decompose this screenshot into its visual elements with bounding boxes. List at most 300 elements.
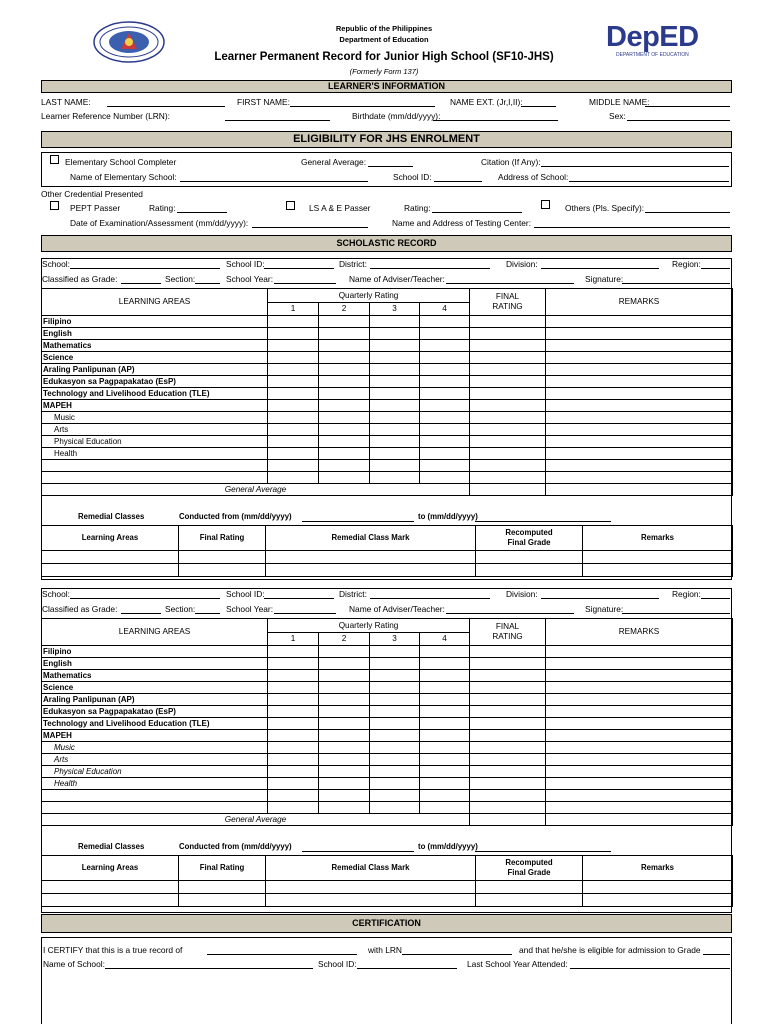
remedial-cell[interactable] — [476, 881, 583, 894]
grade-cell[interactable] — [268, 718, 319, 730]
grade-cell[interactable] — [470, 694, 546, 706]
grade-cell[interactable] — [420, 682, 470, 694]
grade-cell[interactable] — [319, 646, 370, 658]
table-row — [42, 424, 733, 436]
region-input-1[interactable] — [701, 268, 730, 269]
grade-cell[interactable] — [370, 412, 420, 424]
grade-cell[interactable] — [420, 388, 470, 400]
lsae-rating-label: Rating: — [404, 203, 431, 213]
grade-cell[interactable] — [268, 376, 319, 388]
grade-cell[interactable] — [268, 364, 319, 376]
elem-school-input[interactable] — [180, 181, 368, 182]
grade-cell[interactable] — [546, 706, 733, 718]
cert-last-sy-input[interactable] — [570, 968, 730, 969]
birthdate-label: Birthdate (mm/dd/yyyy): — [352, 111, 441, 121]
grade-cell[interactable] — [470, 448, 546, 460]
grade-cell[interactable] — [470, 424, 546, 436]
grade-cell[interactable] — [370, 730, 420, 742]
grade-cell[interactable] — [268, 778, 319, 790]
remedial-cell[interactable] — [179, 881, 266, 894]
remedial-cell[interactable] — [266, 881, 476, 894]
school-input-1[interactable] — [70, 268, 220, 269]
middle-name-input[interactable] — [645, 106, 730, 107]
grade-cell[interactable] — [370, 340, 420, 352]
grade-cell[interactable] — [420, 730, 470, 742]
grade-cell[interactable] — [370, 460, 420, 472]
grade-cell[interactable] — [420, 352, 470, 364]
certify-grade-input[interactable] — [703, 954, 730, 955]
pept-rating-input[interactable] — [177, 212, 227, 213]
district-input-2[interactable] — [370, 598, 490, 599]
rem-remarks-header: Remarks — [583, 856, 733, 881]
table-row — [42, 718, 733, 730]
grade-cell[interactable] — [470, 436, 546, 448]
grade-cell[interactable] — [370, 388, 420, 400]
grade-cell[interactable] — [546, 400, 733, 412]
grade-cell[interactable] — [546, 694, 733, 706]
grade-cell[interactable] — [268, 790, 319, 802]
subject-7: MAPEH — [42, 400, 268, 412]
school-year-input-1[interactable] — [274, 283, 336, 284]
grade-cell[interactable] — [470, 400, 546, 412]
grade-cell[interactable] — [470, 742, 546, 754]
birthdate-input[interactable] — [433, 120, 558, 121]
grade-cell[interactable] — [319, 802, 370, 814]
grade-cell[interactable] — [420, 778, 470, 790]
others-input[interactable] — [645, 212, 730, 213]
grade-cell[interactable] — [268, 316, 319, 328]
grade-cell[interactable] — [370, 424, 420, 436]
grade-cell[interactable] — [319, 424, 370, 436]
grade-cell[interactable] — [470, 706, 546, 718]
with-lrn-label: with LRN — [368, 945, 402, 955]
table-row — [42, 376, 733, 388]
elem-school-id-input[interactable] — [434, 181, 482, 182]
remedial-classes-label-1: Remedial Classes — [78, 512, 145, 521]
grade-cell[interactable] — [319, 670, 370, 682]
rem-learning-areas-header: Learning Areas — [42, 856, 179, 881]
grade-cell[interactable] — [319, 316, 370, 328]
final-rating-text: FINAL RATING — [492, 622, 523, 641]
section-input-1[interactable] — [195, 283, 220, 284]
table-row — [42, 790, 733, 802]
grade-cell[interactable] — [420, 646, 470, 658]
grade-cell[interactable] — [470, 766, 546, 778]
sex-input[interactable] — [627, 120, 730, 121]
grade-cell[interactable] — [370, 766, 420, 778]
grade-cell[interactable] — [420, 742, 470, 754]
mapeh-sub-3: Health — [42, 448, 268, 460]
remedial-cell[interactable] — [583, 881, 733, 894]
grade-cell[interactable] — [546, 730, 733, 742]
subject-6: Technology and Livelihood Education (TLE) — [42, 718, 268, 730]
grade-cell[interactable] — [420, 328, 470, 340]
remedial-cell[interactable] — [476, 551, 583, 564]
grade-cell[interactable] — [470, 316, 546, 328]
grade-cell[interactable] — [470, 778, 546, 790]
grade-cell[interactable] — [268, 436, 319, 448]
grade-cell[interactable] — [470, 802, 546, 814]
certify-name-input[interactable] — [207, 954, 357, 955]
grade-cell[interactable] — [470, 670, 546, 682]
table-row — [42, 551, 733, 564]
grade-cell[interactable] — [470, 460, 546, 472]
mapeh-sub-2: Physical Education — [42, 766, 268, 778]
first-name-input[interactable] — [290, 106, 435, 107]
grade-cell[interactable] — [420, 658, 470, 670]
grade-cell[interactable] — [370, 328, 420, 340]
grade-cell[interactable] — [319, 328, 370, 340]
grade-cell[interactable] — [470, 328, 546, 340]
grade-cell[interactable] — [319, 742, 370, 754]
testing-center-input[interactable] — [534, 227, 730, 228]
grade-cell[interactable] — [268, 340, 319, 352]
grade-cell[interactable] — [470, 412, 546, 424]
grade-cell[interactable] — [319, 754, 370, 766]
grade-cell[interactable] — [546, 460, 733, 472]
grade-cell[interactable] — [319, 448, 370, 460]
subject-4: Araling Panlipunan (AP) — [42, 364, 268, 376]
grade-cell[interactable] — [420, 670, 470, 682]
grade-input-1[interactable] — [121, 283, 161, 284]
remedial-cell[interactable] — [42, 551, 179, 564]
grade-cell[interactable] — [319, 694, 370, 706]
grade-cell[interactable] — [546, 328, 733, 340]
table-row — [42, 730, 733, 742]
grade-cell[interactable] — [420, 472, 470, 484]
grade-cell[interactable] — [546, 658, 733, 670]
grade-cell[interactable] — [268, 646, 319, 658]
table-row — [42, 754, 733, 766]
grade-cell[interactable] — [420, 400, 470, 412]
grade-cell[interactable] — [470, 658, 546, 670]
grade-cell[interactable] — [268, 754, 319, 766]
school-id-input-2[interactable] — [264, 598, 334, 599]
to-input-2[interactable] — [475, 851, 611, 852]
table-row — [42, 670, 733, 682]
grade-cell[interactable] — [470, 682, 546, 694]
grade-cell[interactable] — [420, 790, 470, 802]
signature-input-1[interactable] — [622, 283, 730, 284]
table-row — [42, 646, 733, 658]
grade-cell[interactable] — [546, 754, 733, 766]
region-input-2[interactable] — [701, 598, 730, 599]
sex-label: Sex: — [609, 111, 626, 121]
grade-cell[interactable] — [546, 646, 733, 658]
header-republic: Republic of the Philippines — [335, 24, 433, 33]
grade-cell[interactable] — [370, 754, 420, 766]
grade-cell[interactable] — [420, 316, 470, 328]
grade-cell[interactable] — [319, 658, 370, 670]
grade-cell[interactable] — [370, 352, 420, 364]
grade-cell[interactable] — [268, 742, 319, 754]
mapeh-sub-1: Arts — [42, 424, 268, 436]
general-average-input[interactable] — [368, 166, 413, 167]
table-row — [42, 706, 733, 718]
grade-cell[interactable] — [319, 460, 370, 472]
grade-cell[interactable] — [546, 316, 733, 328]
grade-cell[interactable] — [370, 778, 420, 790]
signature-input-2[interactable] — [622, 613, 730, 614]
grade-cell[interactable] — [546, 436, 733, 448]
remedial-cell[interactable] — [476, 564, 583, 577]
adviser-input-2[interactable] — [446, 613, 574, 614]
grade-cell[interactable] — [370, 316, 420, 328]
grade-cell[interactable] — [370, 658, 420, 670]
division-input-2[interactable] — [541, 598, 659, 599]
grade-cell[interactable] — [319, 472, 370, 484]
grade-input-2[interactable] — [121, 613, 161, 614]
general-average-row — [42, 484, 733, 496]
grade-cell[interactable] — [268, 766, 319, 778]
grade-cell[interactable] — [546, 766, 733, 778]
general-average-cell[interactable] — [470, 814, 546, 826]
remedial-cell[interactable] — [179, 894, 266, 907]
pept-label: PEPT Passer — [70, 203, 121, 213]
learning-areas-header: LEARNING AREAS — [42, 289, 268, 316]
grade-cell[interactable] — [319, 706, 370, 718]
grade-cell[interactable] — [268, 352, 319, 364]
grade-cell[interactable] — [546, 472, 733, 484]
lsae-checkbox[interactable] — [286, 201, 295, 210]
elem-address-input[interactable] — [569, 181, 729, 182]
subject-6: Technology and Livelihood Education (TLE) — [42, 388, 268, 400]
section-input-2[interactable] — [195, 613, 220, 614]
others-label: Others (Pls. Specify): — [565, 203, 645, 213]
grade-cell[interactable] — [268, 472, 319, 484]
grade-cell[interactable] — [370, 682, 420, 694]
grade-cell[interactable] — [420, 376, 470, 388]
grade-cell[interactable] — [319, 730, 370, 742]
grade-cell[interactable] — [470, 730, 546, 742]
mapeh-sub-3: Health — [42, 778, 268, 790]
testing-center-label: Name and Address of Testing Center: — [392, 218, 532, 228]
adviser-input-1[interactable] — [446, 283, 574, 284]
cert-school-name-input[interactable] — [105, 968, 313, 969]
grade-cell[interactable] — [546, 376, 733, 388]
first-name-label: FIRST NAME: — [237, 97, 290, 107]
subject-4: Araling Panlipunan (AP) — [42, 694, 268, 706]
grade-cell[interactable] — [470, 790, 546, 802]
remedial-cell[interactable] — [42, 881, 179, 894]
grade-cell[interactable] — [420, 718, 470, 730]
grade-cell[interactable] — [546, 412, 733, 424]
grade-cell[interactable] — [420, 436, 470, 448]
grade-cell[interactable] — [370, 400, 420, 412]
middle-name-label: MIDDLE NAME: — [589, 97, 650, 107]
grade-cell[interactable] — [268, 400, 319, 412]
grade-cell[interactable] — [470, 340, 546, 352]
grade-cell[interactable] — [546, 742, 733, 754]
remedial-cell[interactable] — [583, 551, 733, 564]
conducted-from-input-2[interactable] — [302, 851, 414, 852]
school-id-input-1[interactable] — [264, 268, 334, 269]
school-input-2[interactable] — [70, 598, 220, 599]
grade-cell[interactable] — [470, 754, 546, 766]
conducted-from-label-1: Conducted from (mm/dd/yyyy) — [179, 512, 292, 521]
name-ext-input[interactable] — [521, 106, 556, 107]
learner-info-heading: LEARNER'S INFORMATION — [41, 80, 732, 93]
grade-cell[interactable] — [268, 460, 319, 472]
grade-cell[interactable] — [319, 412, 370, 424]
grade-cell[interactable] — [319, 778, 370, 790]
division-input-1[interactable] — [541, 268, 659, 269]
remedial-cell[interactable] — [179, 564, 266, 577]
grade-cell[interactable] — [268, 730, 319, 742]
pept-checkbox[interactable] — [50, 201, 59, 210]
grade-cell[interactable] — [546, 340, 733, 352]
general-average-cell[interactable] — [470, 484, 546, 496]
grade-cell[interactable] — [370, 670, 420, 682]
grade-cell[interactable] — [546, 448, 733, 460]
table-row — [42, 658, 733, 670]
general-average-remarks[interactable] — [546, 484, 733, 496]
region-label-2: Region: — [672, 589, 701, 599]
table-row — [42, 316, 733, 328]
general-average-label: General Average: — [301, 157, 367, 167]
elem-completer-checkbox[interactable] — [50, 155, 59, 164]
grade-cell[interactable] — [370, 706, 420, 718]
grade-cell[interactable] — [268, 424, 319, 436]
grade-cell[interactable] — [370, 364, 420, 376]
school-id-label-1: School ID: — [226, 259, 265, 269]
conducted-from-input-1[interactable] — [302, 521, 414, 522]
grade-cell[interactable] — [546, 778, 733, 790]
grade-cell[interactable] — [420, 364, 470, 376]
remedial-cell[interactable] — [583, 564, 733, 577]
grade-cell[interactable] — [470, 388, 546, 400]
grade-cell[interactable] — [319, 388, 370, 400]
last-name-input[interactable] — [107, 106, 225, 107]
certify-lrn-input[interactable] — [402, 954, 512, 955]
grade-cell[interactable] — [420, 340, 470, 352]
conducted-from-label-2: Conducted from (mm/dd/yyyy) — [179, 842, 292, 851]
grade-cell[interactable] — [268, 682, 319, 694]
grade-cell[interactable] — [370, 436, 420, 448]
grade-cell[interactable] — [268, 328, 319, 340]
grade-cell[interactable] — [420, 766, 470, 778]
grade-cell[interactable] — [420, 802, 470, 814]
grade-cell[interactable] — [370, 742, 420, 754]
to-input-1[interactable] — [475, 521, 611, 522]
general-average-remarks[interactable] — [546, 814, 733, 826]
grade-cell[interactable] — [470, 376, 546, 388]
cert-school-id-input[interactable] — [357, 968, 457, 969]
elem-school-id-label: School ID: — [393, 172, 432, 182]
signature-label-2: Signature: — [585, 604, 624, 614]
grade-cell[interactable] — [268, 448, 319, 460]
grade-cell[interactable] — [546, 388, 733, 400]
grade-cell[interactable] — [546, 424, 733, 436]
grade-cell[interactable] — [370, 694, 420, 706]
grade-cell[interactable] — [268, 694, 319, 706]
grade-cell[interactable] — [370, 448, 420, 460]
table-row — [42, 564, 733, 577]
grade-cell[interactable] — [470, 718, 546, 730]
table-row — [42, 894, 733, 907]
grade-cell[interactable] — [470, 472, 546, 484]
grade-cell[interactable] — [546, 670, 733, 682]
remarks-header: REMARKS — [546, 619, 733, 646]
grade-cell[interactable] — [268, 802, 319, 814]
exam-date-input[interactable] — [252, 227, 368, 228]
citation-input[interactable] — [541, 166, 729, 167]
others-checkbox[interactable] — [541, 200, 550, 209]
school-year-input-2[interactable] — [274, 613, 336, 614]
grade-cell[interactable] — [370, 790, 420, 802]
remedial-cell[interactable] — [179, 551, 266, 564]
lsae-rating-input[interactable] — [432, 212, 522, 213]
grade-cell[interactable] — [470, 352, 546, 364]
grade-cell[interactable] — [319, 352, 370, 364]
remedial-cell[interactable] — [42, 894, 179, 907]
grade-cell[interactable] — [420, 412, 470, 424]
grade-cell[interactable] — [268, 388, 319, 400]
grade-cell[interactable] — [546, 682, 733, 694]
remedial-cell[interactable] — [266, 551, 476, 564]
grade-cell[interactable] — [319, 364, 370, 376]
grade-cell[interactable] — [370, 376, 420, 388]
grade-cell[interactable] — [319, 718, 370, 730]
remedial-cell[interactable] — [266, 894, 476, 907]
grade-cell[interactable] — [370, 718, 420, 730]
grade-cell[interactable] — [268, 658, 319, 670]
grade-cell[interactable] — [370, 472, 420, 484]
grade-cell[interactable] — [319, 436, 370, 448]
remedial-cell[interactable] — [476, 894, 583, 907]
subject-2: Mathematics — [42, 670, 268, 682]
grade-cell[interactable] — [420, 754, 470, 766]
table-row — [42, 412, 733, 424]
district-input-1[interactable] — [370, 268, 490, 269]
grade-cell[interactable] — [546, 352, 733, 364]
rem-final-rating-header: Final Rating — [179, 856, 266, 881]
remedial-cell[interactable] — [583, 894, 733, 907]
grade-cell[interactable] — [319, 766, 370, 778]
grade-cell[interactable] — [319, 682, 370, 694]
grade-cell[interactable] — [319, 376, 370, 388]
lrn-input[interactable] — [225, 120, 330, 121]
grade-cell[interactable] — [370, 802, 420, 814]
grade-cell[interactable] — [268, 706, 319, 718]
grade-cell[interactable] — [268, 670, 319, 682]
grade-cell[interactable] — [268, 412, 319, 424]
section-label-1: Section: — [165, 274, 196, 284]
school-year-label-1: School Year: — [226, 274, 274, 284]
cert-last-sy-label: Last School Year Attended: — [467, 959, 568, 969]
grade-cell[interactable] — [470, 646, 546, 658]
recomputed-header — [476, 856, 583, 881]
grade-cell[interactable] — [319, 340, 370, 352]
grade-cell[interactable] — [546, 718, 733, 730]
remedial-cell[interactable] — [266, 564, 476, 577]
remedial-cell[interactable] — [42, 564, 179, 577]
q1-header: 1 — [268, 303, 319, 316]
grade-cell[interactable] — [319, 400, 370, 412]
grade-cell[interactable] — [420, 460, 470, 472]
grade-cell[interactable] — [370, 646, 420, 658]
grade-cell[interactable] — [546, 790, 733, 802]
grade-cell[interactable] — [420, 706, 470, 718]
grade-cell[interactable] — [470, 364, 546, 376]
grade-cell[interactable] — [420, 694, 470, 706]
grade-cell[interactable] — [420, 424, 470, 436]
grade-cell[interactable] — [546, 364, 733, 376]
grade-cell[interactable] — [546, 802, 733, 814]
table-row — [42, 694, 733, 706]
grade-cell[interactable] — [420, 448, 470, 460]
grade-cell[interactable] — [319, 790, 370, 802]
